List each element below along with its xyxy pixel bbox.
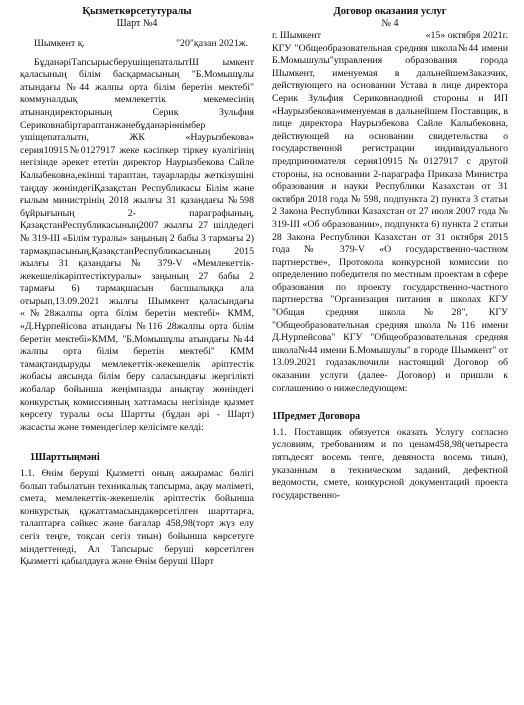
russian-title: Договор оказания услуг — [333, 6, 447, 17]
russian-contract-number: № 4 — [381, 18, 399, 29]
russian-section-title: 1Предмет Договора — [272, 411, 361, 423]
russian-section-text: 1.1. Поставщик обязуется оказать Услугу согласно условиям, требованиям и по ценам458,98(четыреста пятьдесят восемь тенге, девяноста восемь тиын), указанным в техническом заданий, дефектной ведомости, смете, конкурсной документаций проекта государственно- — [272, 426, 508, 501]
russian-preamble: КГУ "Общеобразовательная средняя школа№44 имени Б.Момышулы"управления образования города Шымкент, именуемая в дальнейшемЗаказчик, действующего на основании Устава в лице директора Серик Зульфия Сериковнаодной стороны и ИП «Наурызбекова»именуемая в дальнейшем Поставщик, в лице директора Наурызбекова Сайле Калыбековна, действующей на основании свидетельства о государственной регистрации индивидуального предпринимателя серия10915№0127917 с другой стороны, на основании 2-параграфа Приказа Министра образования и науки Республики Казахстан от 31 октября 2018 года № 598, подпункта 2) пункта 3 статьи 2 Закона Республики Казахстан от 27 июля 2007 года № 319-III «Об образовании», подпункта 6) пункта 2 статьи 28 Закона Республики Казахстан от 31 октября 2015 года № 379-V «О государственно-частном партнерстве», Протокола конкурсной комиссии по определению победителя по местным проектам в сфере образования по проекту государственно-частного партнерства "Организация питания в школах КГУ "Общая средняя школа№28", КГУ "Общеобразовательная средняя школа №116 имени Д.Нурпейсова" КГУ "Общеобразовательная средняя школа№44 имени Б.Момышулы" в городе Шымкент" от 13.09.2021 годазаключили настоящий Договор об оказании услуги (далее- Договор) и пришли к соглашению о нижеследующем: — [272, 42, 508, 394]
kazakh-contract-number: Шарт №4 — [116, 18, 158, 29]
kazakh-section-title: 1Шарттыңмәні — [30, 452, 100, 464]
kazakh-place: Шымкент қ. — [34, 38, 85, 49]
kazakh-place-date-row — [20, 38, 254, 51]
kazakh-title: Қызметкөрсетутуралы — [82, 6, 192, 17]
kazakh-section-text: 1.1. Өнім беруші Қызметті оның ажырамас бөлігі болып табылатын техникалық тапсырма, ақау мәліметі, смета, мемлекеттік-жекешелік әріптестік бойынша конкурстық құжаттамасындакөрсетілген шарттарға, талаптарға сәйкес және бағалар 458,98(торт жүз елу сегіз теңге, тоқсан сегіз тиын) бойынша көрсетуге міндеттенеді, Ал Тапсырыс беруші көрсетілген Қызметті қабылдауға және Өнім беруші Шарт — [20, 468, 254, 568]
kazakh-preamble: БұданәріТапсырысберушіщепаталытШ ымкент қаласының білім басқармасының "Б.Момышұлы атындағы №44 жалпы орта білім беретін мектебі" коммуналдық мемлекеттік мекемесінің атынандиректорының Серик Зульфия Сериковнабіртараптанжәнебұданәріөнімбер ушіщепаталытн, ЖК «Наурызбекова» серия10915№0127917 жеке кәсіпкер тіркеу куәлігінің негізінде әрекет ететін директор Наурызбекова Сайле Калыбековна,екінші тараптан, тауарларды жеткізушіні таңдау жөніндегіҚазақстан Республикасы Білім және ғылым министрінің 2018 жылғы 31 қазандағы №598 бұйрығының 2- параграфының, ҚазақстанРеспубликасының2007 жылғы 27 шілдедегі № 319-III «Білім туралы» заңының 2 бабы 3 тармағы 2) тармақшасының,ҚазақстанРеспубликасының 2015 жылғы 31 қазандағы № 379-V «Мемлекеттік-жекешелікәріптестіктуралы» заңының 27 бабы 2 тармағы 6) тармақшасын басшылыққа ала отырып,13.09.2021 жылғы Шымкент қаласындағы «№28жалпы орта білім беретін мектебі» КММ, «Д.Нұрпейісова атындағы №116 28жалпы орта білім беретін мектебі»КММ, "Б.Момышұлы атындағы №44 жалпы орта білім беретін мектебі" КММ тамақтандыруды мемлекеттік-жекешелік әріптестік жобасы аясында білім беру саласындағы жергілікті жобалар бойынша жеңімпазды анықтау жөніндегі конкурстық комиссияның хаттамасы негізінде қызмет көрсету туралы осы Шартты (бұдан әрі - Шарт) жасасты және төмендегілер келісімге келді: — [20, 56, 254, 433]
kazakh-column — [20, 6, 254, 569]
kazakh-date: "20"қазан 2021ж. — [176, 38, 248, 49]
russian-place-date-row — [272, 30, 508, 43]
russian-place: г. Шымкент — [272, 30, 322, 41]
russian-date: «15» октября 2021г. — [425, 30, 508, 41]
russian-column — [272, 6, 508, 502]
